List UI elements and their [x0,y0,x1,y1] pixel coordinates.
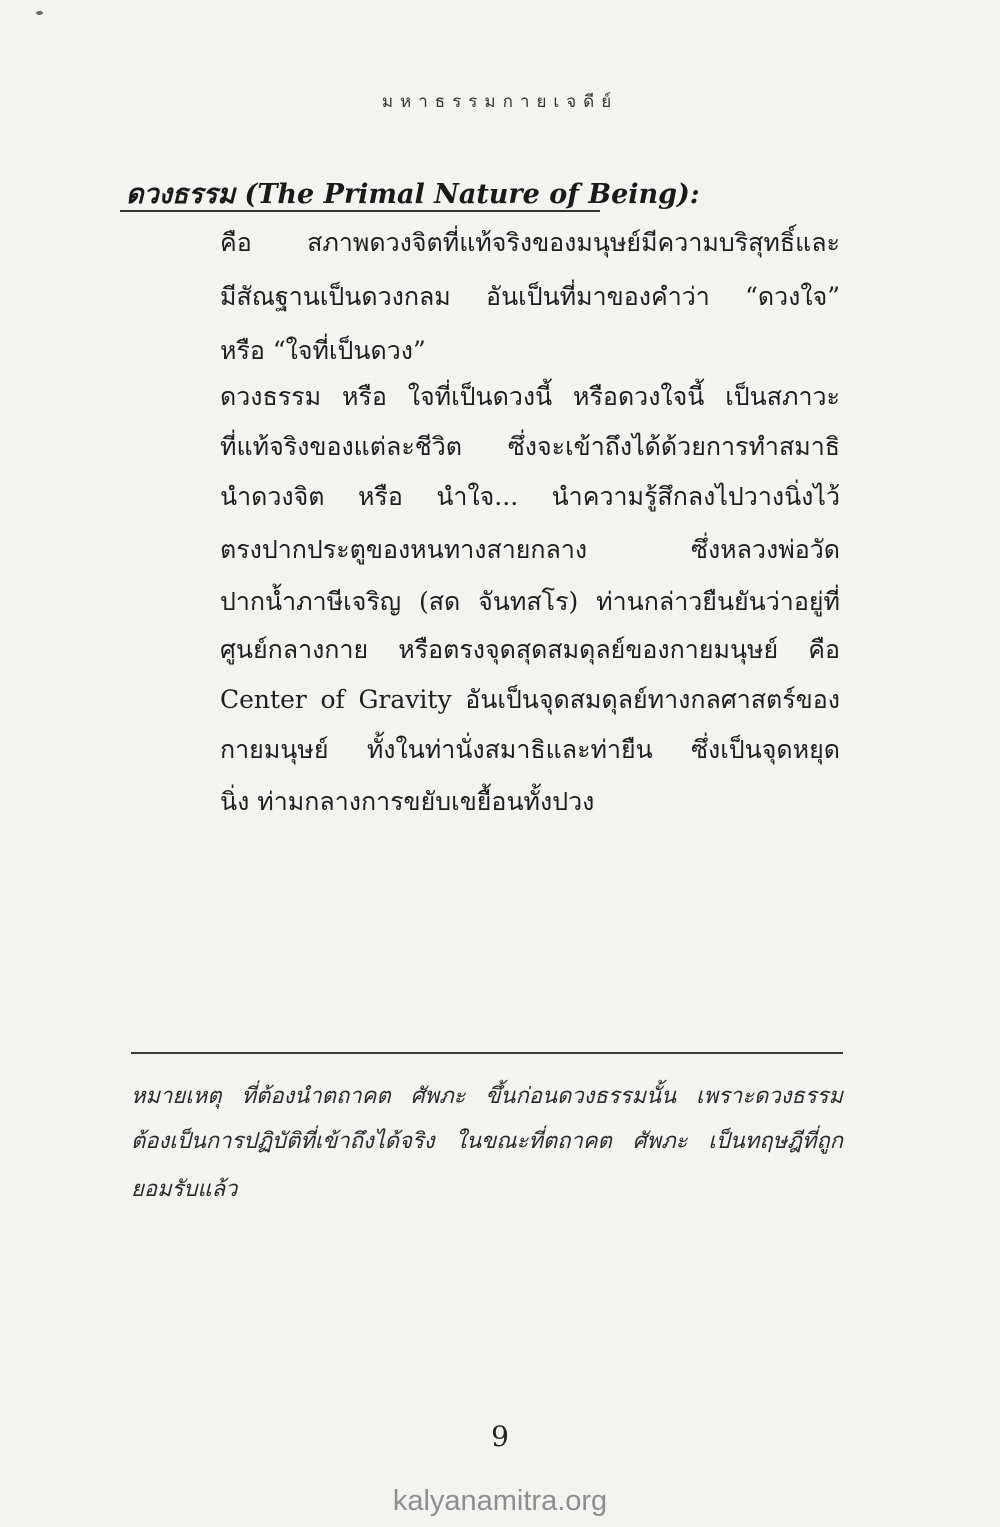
watermark: kalyanamitra.org [392,1485,608,1517]
body-line: นิ่ง ท่ามกลางการขยับเขยื้อนทั้งปวง [220,787,595,816]
footnote-line: ต้องเป็นการปฏิบัติที่เข้าถึงได้จริง ในขณะที่ตถาคต ศัพภะ เป็นทฤษฎีที่ถูก [131,1129,843,1154]
body-line: ศูนย์กลางกาย หรือตรงจุดสุดสมดุลย์ของกายมนุษย์ คือ [220,635,840,664]
footnote-rule [131,1052,843,1054]
body-line: ตรงปากประตูของหนทางสายกลาง ซึ่งหลวงพ่อวัด [220,535,840,564]
ink-speck [36,11,43,15]
body-line: Center of Gravity อันเป็นจุดสมดุลย์ทางกลศาสตร์ของ [220,685,840,714]
page-number: 9 [491,1420,509,1453]
footnote-line: ยอมรับแล้ว [131,1177,238,1202]
title-underline [120,210,600,212]
running-header: มหาธรรมกายเจดีย์ [381,92,619,112]
footnote-line: หมายเหตุ ที่ต้องนำตถาคต ศัพภะ ขึ้นก่อนดวงธรรมนั้น เพราะดวงธรรม [131,1084,843,1109]
body-line: ดวงธรรม หรือ ใจที่เป็นดวงนี้ หรือดวงใจนี้ เป็นสภาวะ [220,382,840,411]
body-line: นำดวงจิต หรือ นำใจ... นำความรู้สึกลงไปวางนิ่งไว้ [220,482,840,511]
body-line: ปากน้ำภาษีเจริญ (สด จันทสโร) ท่านกล่าวยืนยันว่าอยู่ที่ [220,587,840,616]
body-line: มีสัณฐานเป็นดวงกลม อันเป็นที่มาของคำว่า “ดวงใจ” [220,282,840,311]
body-line: หรือ “ใจที่เป็นดวง” [220,336,426,365]
body-line: คือ สภาพดวงจิตที่แท้จริงของมนุษย์มีความบริสุทธิ์และ [220,228,840,257]
body-line: กายมนุษย์ ทั้งในท่านั่งสมาธิและท่ายืน ซึ่งเป็นจุดหยุด [220,735,840,764]
section-title: ดวงธรรม (The Primal Nature of Being): [126,179,700,210]
body-line: ที่แท้จริงของแต่ละชีวิต ซึ่งจะเข้าถึงได้ด้วยการทำสมาธิ [220,432,840,461]
